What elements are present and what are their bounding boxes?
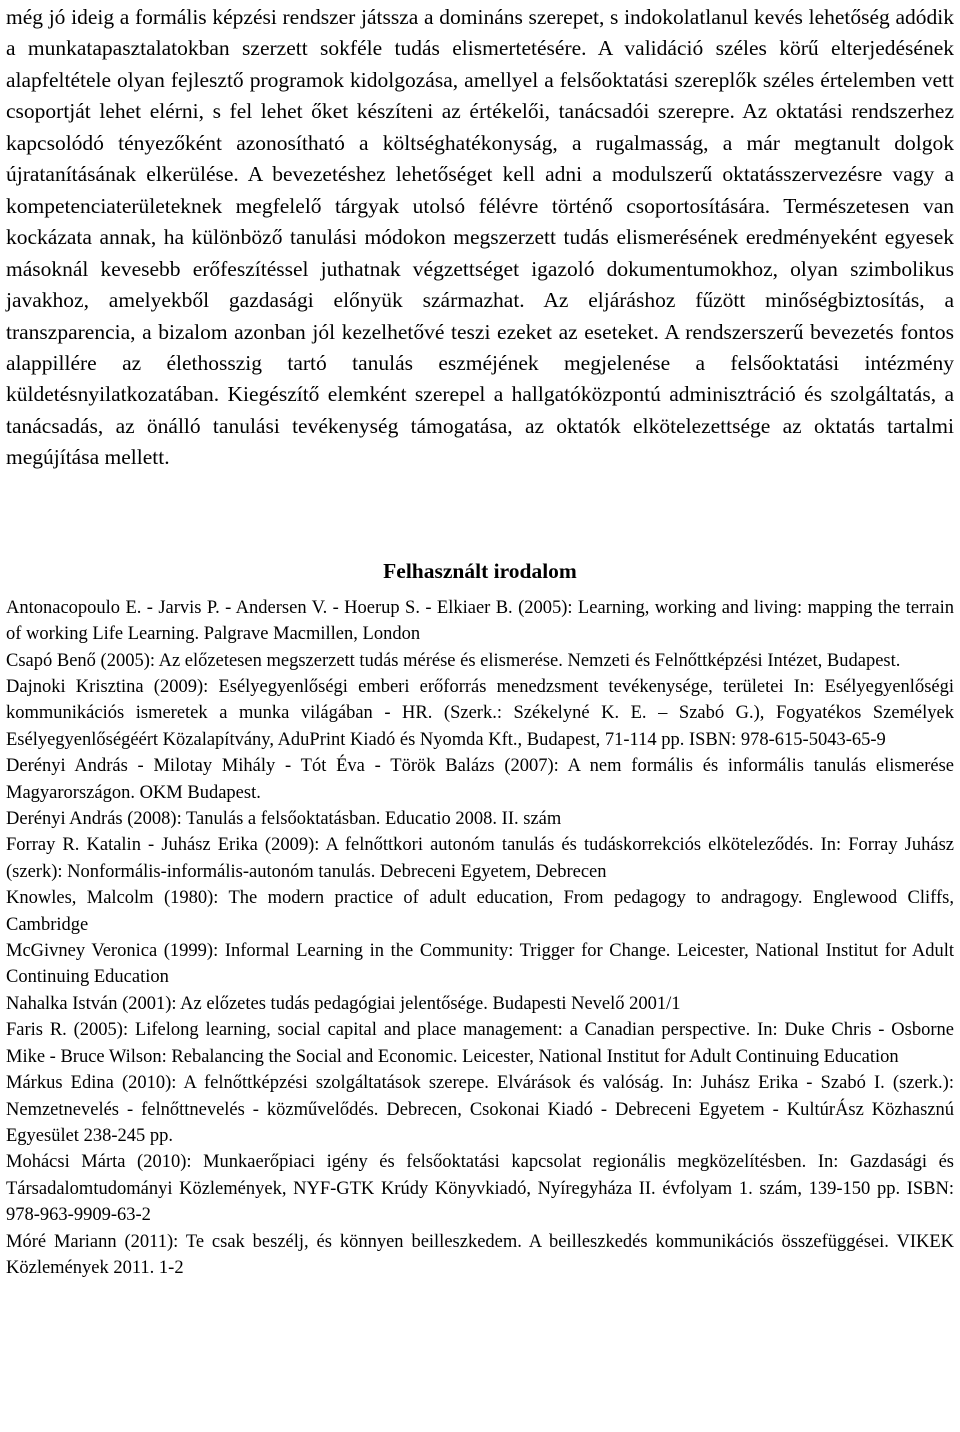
reference-item: Forray R. Katalin - Juhász Erika (2009): A felnőttkori autonóm tanulás és tudáskorrekciós elköteleződés. In: Forray Juhász (szerk): Nonformális-informális-autonóm tanulás. Debreceni Egyetem, Debrecen (6, 835, 954, 882)
reference-item: Derényi András - Milotay Mihály - Tót Éva - Török Balázs (2007): A nem formális és informális tanulás elismerése Magyarországon. OKM Budapest. (6, 756, 954, 803)
reference-item: Derényi András (2008): Tanulás a felsőoktatásban. Educatio 2008. II. szám (6, 809, 562, 830)
reference-item: Csapó Benő (2005): Az előzetesen megszerzett tudás mérése és elismerése. Nemzeti és Felnőttképzési Intézet, Budapest. (6, 650, 901, 671)
reference-item: Knowles, Malcolm (1980): The modern practice of adult education, From pedagogy to andragogy. Englewood Cliffs, Cambridge (6, 888, 954, 935)
reference-item: Mohácsi Márta (2010): Munkaerőpiaci igény és felsőoktatási kapcsolat regionális megközelítésben. In: Gazdasági és Társadalomtudományi Közlemények, NYF-GTK Krúdy Könyvkiadó, Nyíregyháza II. évfolyam 1. szám, 139-150 pp. ISBN: 978-963-9909-63-2 (6, 1152, 954, 1226)
reference-item: Márkus Edina (2010): A felnőttképzési szolgáltatások szerepe. Elvárások és valóság. In: Juhász Erika - Szabó I. (szerk.): Nemzetnevelés - felnőttnevelés - közművelődés. Debrecen, Csokonai Kiadó - Debreceni Egyetem - KultúrÁsz Közhasznú Egyesület 238-245 pp. (6, 1073, 954, 1146)
reference-item: Antonacopoulo E. - Jarvis P. - Andersen V. - Hoerup S. - Elkiaer B. (2005): Learning, working and living: mapping the terrain of working Life Learning. Palgrave Macmillen, London (6, 597, 954, 645)
references-heading: Felhasznált irodalom (383, 558, 577, 583)
references-list (6, 595, 954, 1282)
reference-item: Dajnoki Krisztina (2009): Esélyegyenlőségi emberi erőforrás menedzsment tevékenysége, területei In: Esélyegyenlőségi kommunikációs ismeretek a munka világában - HR. (Szerk.: Székelyné K. E. – Szabó G.), Fogyatékos Személyek Esélyegyenlőségéért Közalapítvány, AduPrint Kiadó és Nyomda Kft., Budapest, 71-114 pp. ISBN: 978-615-5043-65-9 (6, 677, 954, 750)
reference-item: Faris R. (2005): Lifelong learning, social capital and place management: a Canadian perspective. In: Duke Chris - Osborne Mike - Bruce Wilson: Rebalancing the Social and Economic. Leicester, National Institut for Adult Continuing Education (6, 1020, 954, 1067)
body-paragraph: még jó ideig a formális képzési rendszer játssza a domináns szerepet, s indokolatlanul kevés lehetőség adódik a munkatapasztalatokban szerzett sokféle tudás elismertetésére. A validáció széles körű elterjedésének alapfeltétele olyan fejlesztő programok kidolgozása, amellyel a felsőoktatási szereplők széles értelemben vett csoportját lehet elérni, s fel lehet őket készíteni az értékelői, tanácsadói szerepre. Az oktatási rendszerhez kapcsolódó tényezőként azonosítható a költséghatékonyság, a rugalmasság, a már megtanult dolgok újratanításának elkerülése. A bevezetéshez lehetőséget kell adni a modulszerű oktatásszervezésre vagy a kompetenciaterületeknek megfelelő tárgyak utolsó félévre történő csoportosítására. Természetesen van kockázata annak, ha különböző tanulási módokon megszerzett tudás elismerésének eredményeként egyesek másoknál kevesebb erőfeszítéssel juthatnak végzettséget igazoló dokumentumokhoz, olyan szimbolikus javakhoz, amelyekből gazdasági előnyük származhat. Az eljáráshoz fűzött minőségbiztosítás, a transzparencia, a bizalom azonban jól kezelhetővé teszi ezeket az eseteket. A rendszerszerű bevezetés fontos alappillére az élethosszig tartó tanulás eszméjének megjelenése a felsőoktatási intézmény küldetésnyilatkozatában. Kiegészítő elemként szerepel a hallgatóközpontú adminisztráció és szolgáltatás, a tanácsadás, az önálló tanulási tevékenység támogatása, az oktatók elkötelezettsége az oktatás tartalmi megújítása mellett. (6, 5, 954, 470)
reference-item: McGivney Veronica (1999): Informal Learning in the Community: Trigger for Change. Leicester, National Institut for Adult Continuing Education (6, 941, 954, 988)
reference-item: Nahalka István (2001): Az előzetes tudás pedagógiai jelentősége. Budapesti Nevelő 2001/1 (6, 993, 681, 1014)
reference-item: Móré Mariann (2011): Te csak beszélj, és könnyen beilleszkedem. A beilleszkedés kommunikációs összefüggései. VIKEK Közlemények 2011. 1-2 (6, 1231, 954, 1278)
